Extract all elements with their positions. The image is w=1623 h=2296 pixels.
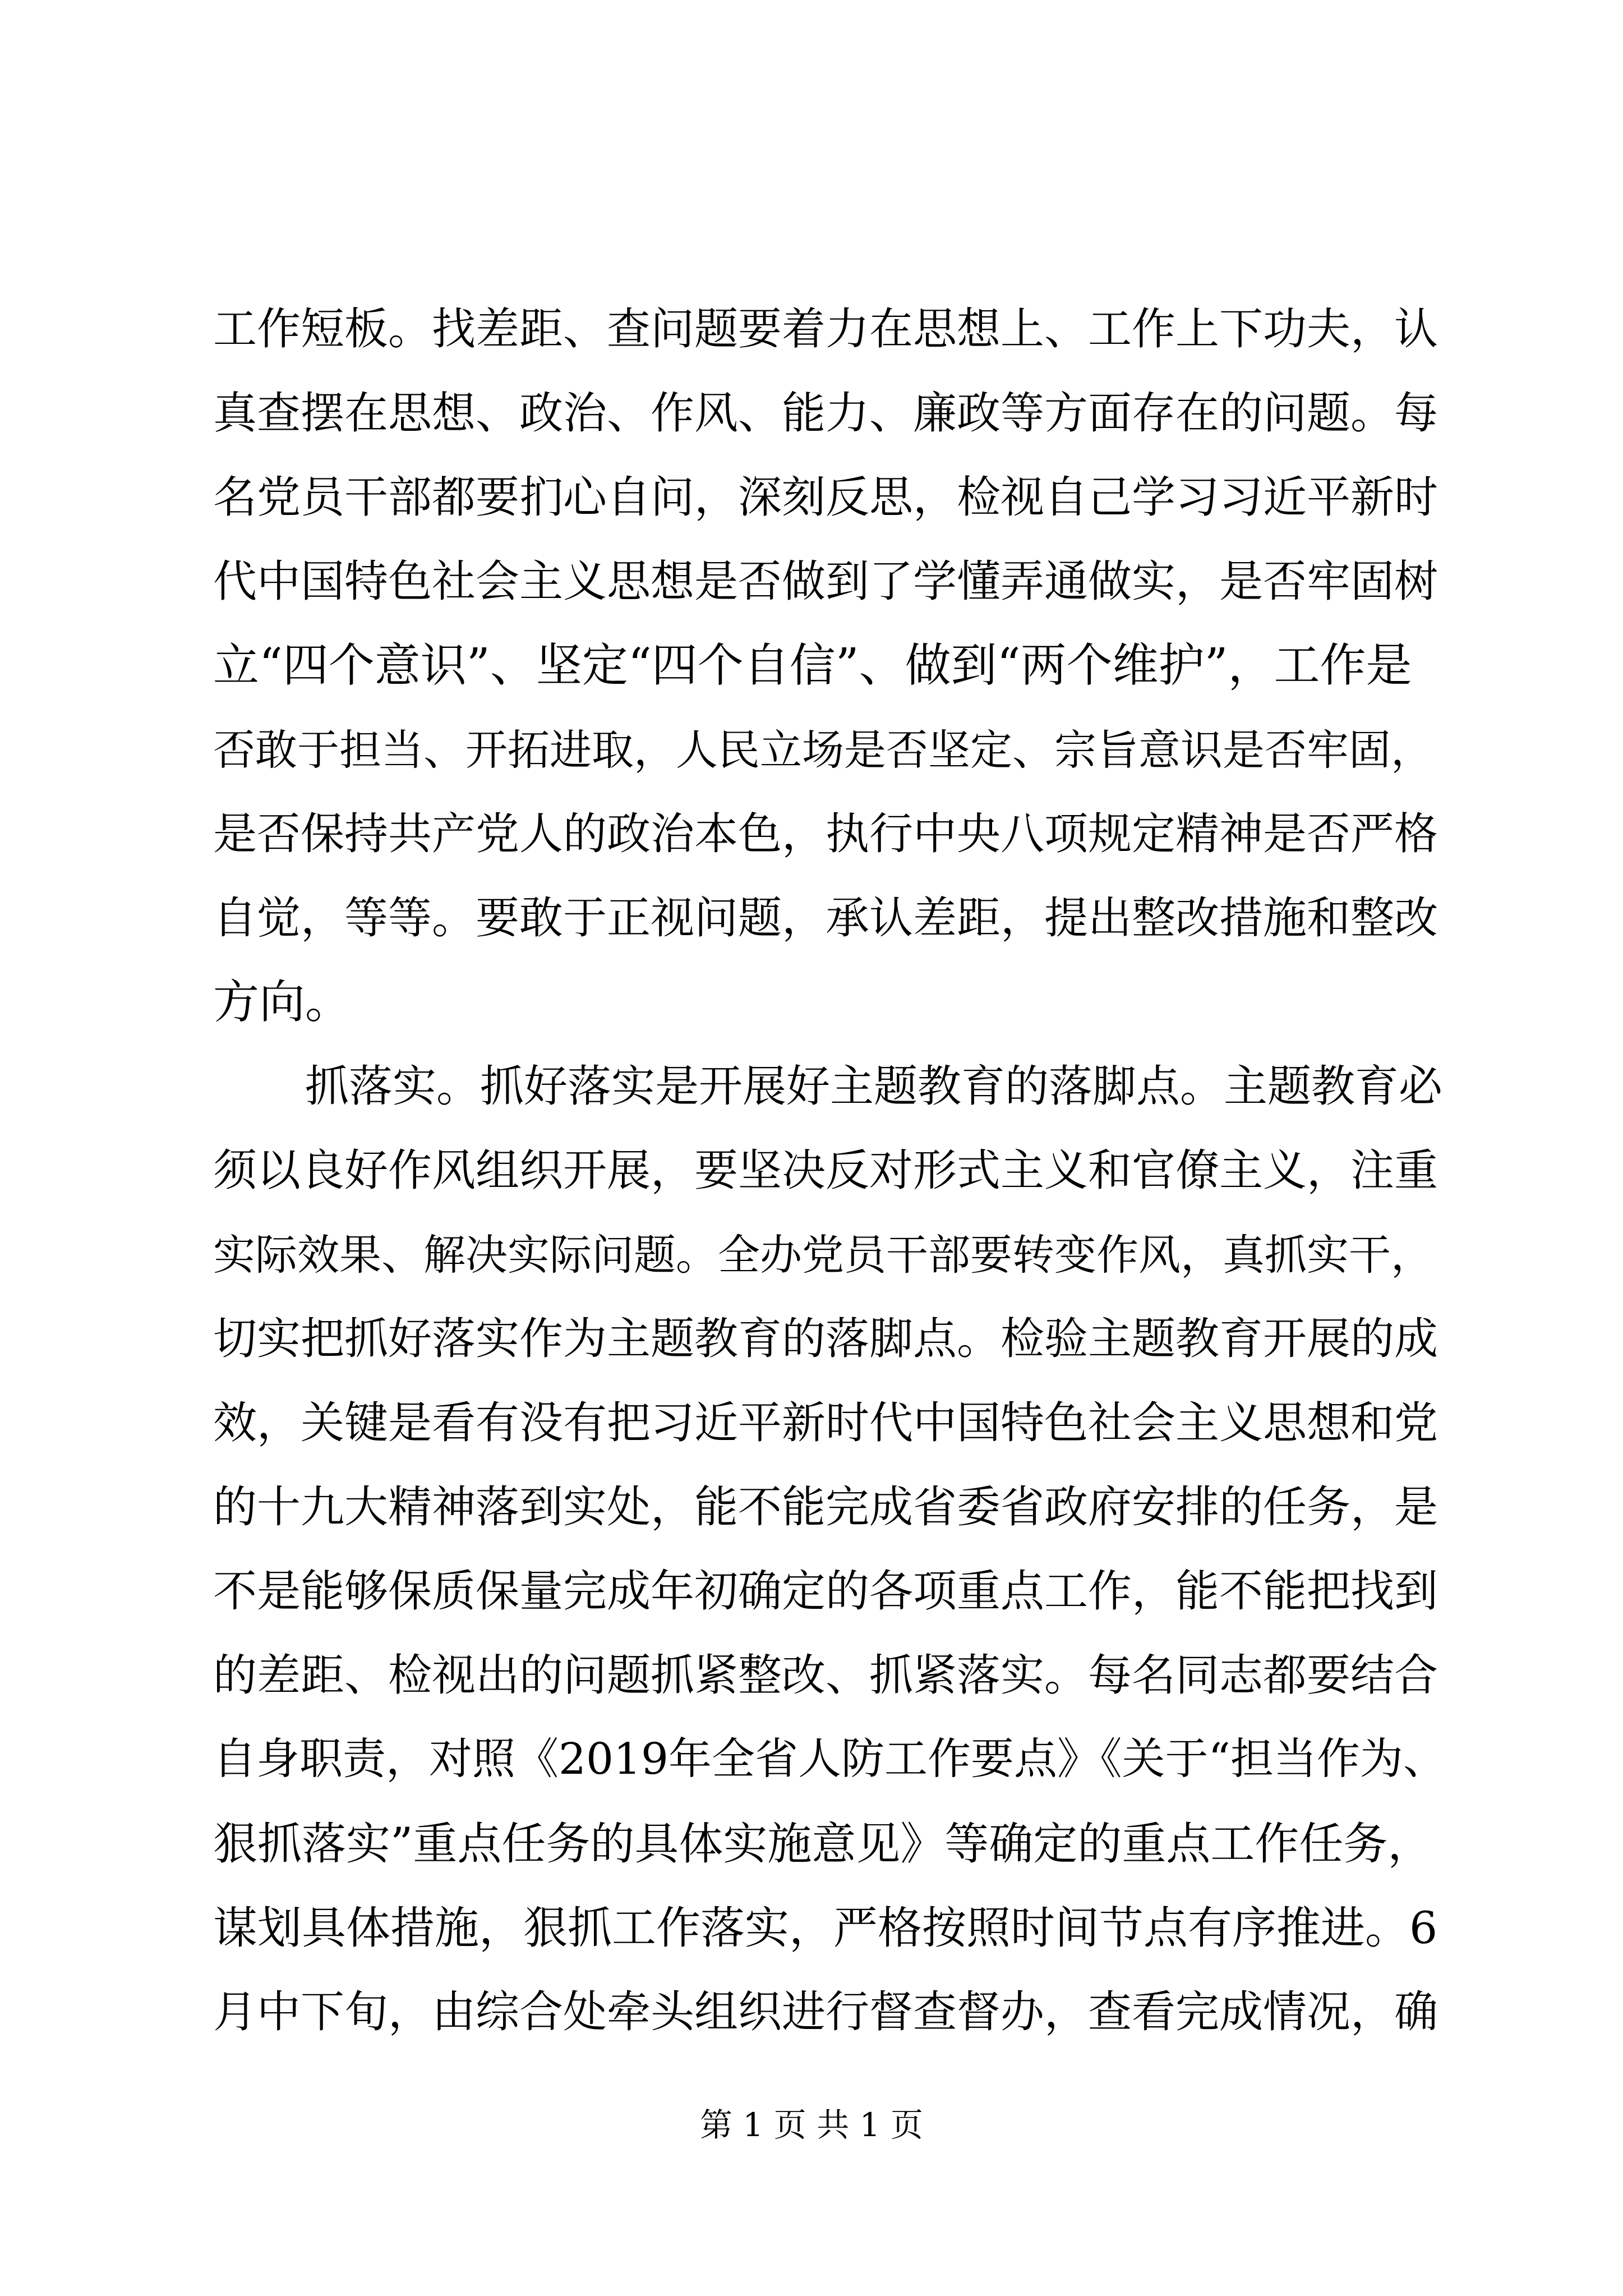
text-line: 须以良好作风组织开展，要坚决反对形式主义和官僚主义，注重 <box>213 1145 1438 1196</box>
text-line: 立“四个意识”、坚定“四个自信”、做到“两个维护”，工作是 <box>213 639 1412 692</box>
text-line: 效，关键是看有没有把习近平新时代中国特色社会主义思想和党 <box>213 1398 1438 1448</box>
text-line: 的十九大精神落到实处，能不能完成省委省政府安排的任务，是 <box>213 1482 1438 1533</box>
page-number-footer: 第 1 页 共 1 页 <box>700 2106 923 2144</box>
text-line: 狠抓落实”重点任务的具体实施意见》等确定的重点工作任务， <box>213 1818 1432 1870</box>
text-line: 工作短板。找差距、查问题要着力在思想上、工作上下功夫，认 <box>213 304 1438 355</box>
paragraph-first-line: 抓落实。抓好落实是开展好主题教育的落脚点。主题教育必 <box>305 1061 1443 1112</box>
text-line: 代中国特色社会主义思想是否做到了学懂弄通做实，是否牢固树 <box>213 556 1438 607</box>
text-line: 不是能够保质保量完成年初确定的各项重点工作，能不能把找到 <box>213 1566 1438 1617</box>
text-line: 月中下旬，由综合处牵头组织进行督查督办，查看完成情况，确 <box>213 1987 1438 2037</box>
text-line: 实际效果、解决实际问题。全办党员干部要转变作风，真抓实干， <box>213 1230 1433 1280</box>
text-line: 否敢于担当、开拓进取，人民立场是否坚定、宗旨意识是否牢固， <box>213 725 1433 775</box>
text-line: 自觉，等等。要敢于正视问题，承认差距，提出整改措施和整改 <box>213 893 1438 944</box>
text-line: 名党员干部都要扪心自问，深刻反思，检视自己学习习近平新时 <box>213 472 1438 523</box>
text-line: 自身职责，对照《2019年全省人防工作要点》《关于“担当作为、 <box>213 1734 1446 1784</box>
text-line: 真查摆在思想、政治、作风、能力、廉政等方面存在的问题。每 <box>213 388 1438 439</box>
text-line: 的差距、检视出的问题抓紧整改、抓紧落实。每名同志都要结合 <box>213 1650 1438 1701</box>
text-line: 切实把抓好落实作为主题教育的落脚点。检验主题教育开展的成 <box>213 1314 1438 1364</box>
text-line: 方向。 <box>213 976 352 1029</box>
text-line: 谋划具体措施，狠抓工作落实，严格按照时间节点有序推进。6 <box>213 1902 1438 1954</box>
text-line: 是否保持共产党人的政治本色，执行中央八项规定精神是否严格 <box>213 809 1438 859</box>
